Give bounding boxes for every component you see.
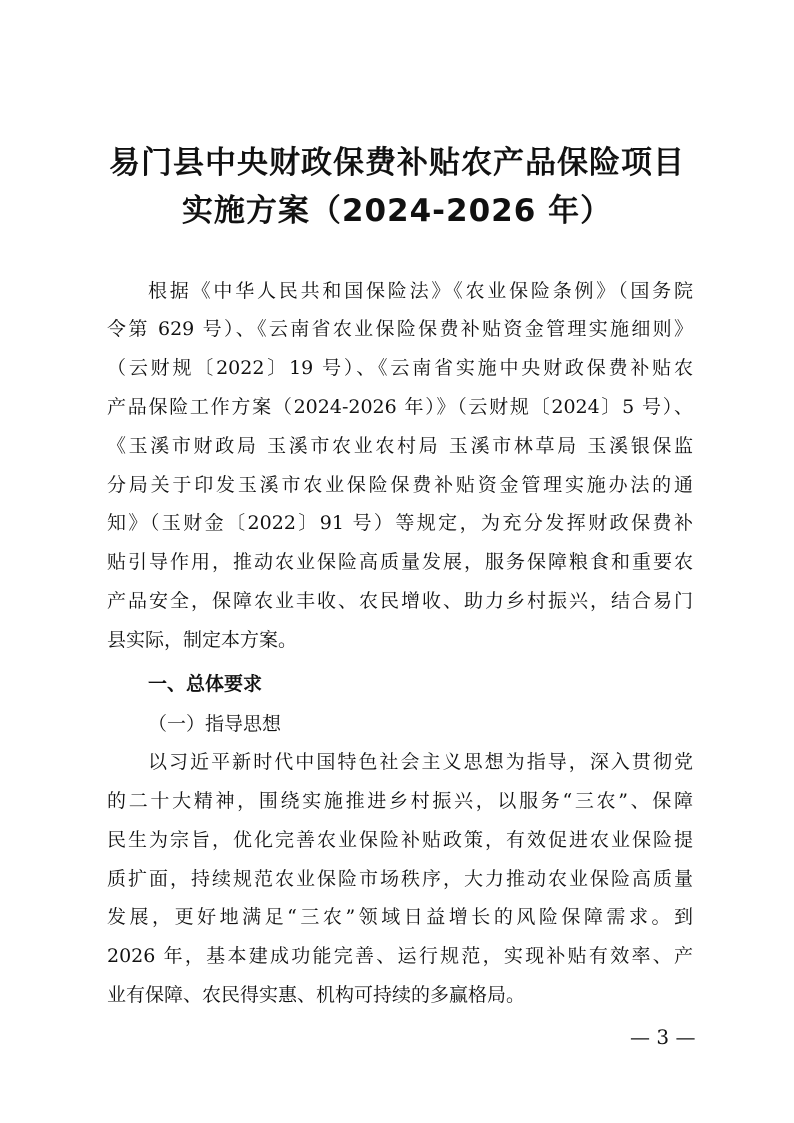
paragraph-line: 2026 年，基本建成功能完善、运行规范，实现补贴有效率、产 — [107, 945, 693, 967]
paragraph-line: 业有保障、农民得实惠、机构可持续的多赢格局。 — [107, 984, 526, 1006]
paragraph-line: 发展，更好地满足“三农”领域日益增长的风险保障需求。到 — [107, 906, 693, 928]
document-title-line-1: 易门县中央财政保费补贴农产品保险项目 — [109, 145, 685, 181]
paragraph-line: 产品安全，保障农业丰收、农民增收、助力乡村振兴，结合易门 — [107, 590, 693, 612]
paragraph-line: 分局关于印发玉溪市农业保险保费补贴资金管理实施办法的通 — [107, 474, 693, 496]
subsection-heading: （一）指导思想 — [148, 713, 282, 735]
paragraph-line: 根据《中华人民共和国保险法》《农业保险条例》（国务院 — [148, 280, 693, 302]
paragraph-line: 质扩面，持续规范农业保险市场秩序，大力推动农业保险高质量 — [107, 868, 693, 890]
document-title-line-2: 实施方案（2024-2026 年） — [181, 193, 613, 229]
paragraph-line: 知》（玉财金〔2022〕91 号）等规定，为充分发挥财政保费补 — [107, 512, 693, 534]
paragraph-line: 以习近平新时代中国特色社会主义思想为指导，深入贯彻党 — [148, 751, 693, 773]
paragraph-line: 令第 629 号）、《云南省农业保险保费补贴资金管理实施细则》 — [107, 318, 693, 340]
paragraph-line: 民生为宗旨，优化完善农业保险补贴政策，有效促进农业保险提 — [107, 829, 693, 851]
paragraph-line: 的二十大精神，围绕实施推进乡村振兴，以服务“三农”、保障 — [107, 790, 693, 812]
paragraph-line: （云财规〔2022〕19 号）、《云南省实施中央财政保费补贴农 — [107, 357, 693, 379]
section-heading: 一、总体要求 — [148, 673, 263, 695]
page-number: — 3 — — [630, 1025, 696, 1049]
paragraph-line: 贴引导作用，推动农业保险高质量发展，服务保障粮食和重要农 — [107, 551, 693, 573]
paragraph-line: 产品保险工作方案（2024-2026 年）》（云财规〔2024〕5 号）、 — [107, 396, 693, 418]
paragraph-line: 《玉溪市财政局 玉溪市农业农村局 玉溪市林草局 玉溪银保监 — [107, 435, 693, 457]
paragraph-line: 县实际，制定本方案。 — [107, 629, 298, 651]
